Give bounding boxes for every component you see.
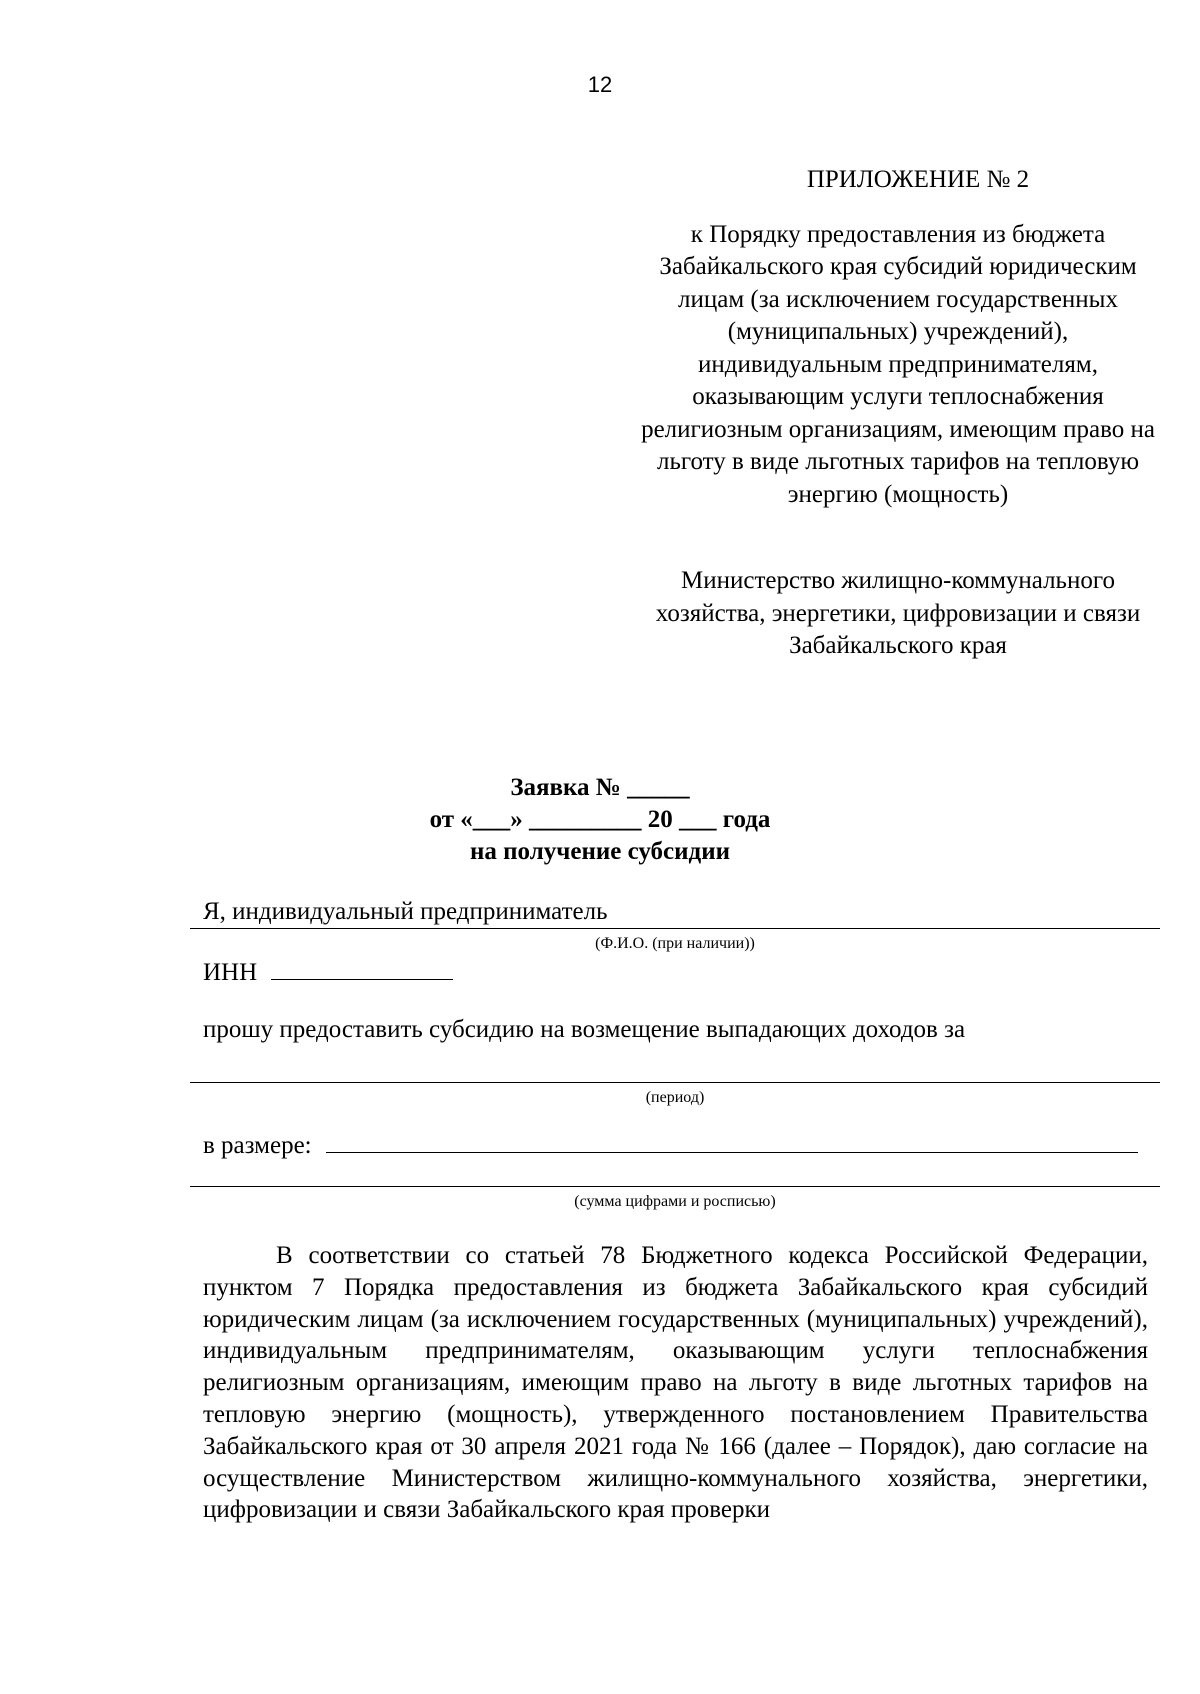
application-heading (0, 772, 1200, 868)
heading-number-line: Заявка № _____ (510, 774, 690, 801)
ministry-addressee: Министерство жилищно-коммунального хозяйства, энергетики, цифровизации и связи Забайкальского края (655, 567, 1141, 659)
appendix-body: к Порядку предоставления из бюджета Забайкальского края субсидий юридическим лицам (за исключением государственных (муниципальных) учреждений), индивидуальным предпринимателям, оказывающим услуги теплоснабжения религиозным организациям, имеющим право на льготу в виде льготных тарифов на тепловую энергию (мощность) (641, 220, 1155, 508)
period-line[interactable] (190, 1082, 1160, 1083)
applicant-label: Я, индивидуальный предприниматель (203, 898, 608, 925)
amount-row (203, 1130, 1138, 1161)
amount-caption: (сумма цифрами и росписью) (574, 1193, 776, 1210)
heading-purpose-line: на получение субсидии (470, 838, 730, 865)
request-text: прошу предоставить субсидию на возмещение выпадающих доходов за (203, 1016, 966, 1043)
consent-paragraph: В соответствии со статьей 78 Бюджетного кодекса Российской Федерации, пунктом 7 Порядка предоставления из бюджета Забайкальского края субсидий юридическим лицам (за исключением государственных (муниципальных) учреждений), индивидуальным предпринимателям, оказывающим услуги теплоснабжения религиозным организациям, имеющим право на льготу в виде льготных тарифов на тепловую энергию (мощность), утвержденного постановлением Правительства Забайкальского края от 30 апреля 2021 года № 166 (далее – Порядок), даю согласие на осуществление Министерством жилищно-коммунального хозяйства, энергетики, цифровизации и связи Забайкальского края проверки (203, 1242, 1148, 1524)
amount-field[interactable] (326, 1130, 1138, 1153)
amount-words-line[interactable] (190, 1186, 1160, 1187)
period-caption: (период) (645, 1089, 705, 1106)
applicant-caption: (Ф.И.О. (при наличии)) (595, 935, 755, 952)
page-number: 12 (587, 72, 613, 97)
inn-label: ИНН (203, 959, 258, 986)
appendix-block (638, 164, 1158, 511)
heading-date-line: от «___» _________ 20 ___ года (429, 806, 771, 833)
inn-row (203, 957, 453, 988)
amount-label: в размере: (203, 1132, 312, 1159)
applicant-name-line[interactable] (190, 928, 1160, 929)
appendix-title: ПРИЛОЖЕНИЕ № 2 (806, 166, 1030, 193)
inn-field[interactable] (271, 957, 453, 980)
